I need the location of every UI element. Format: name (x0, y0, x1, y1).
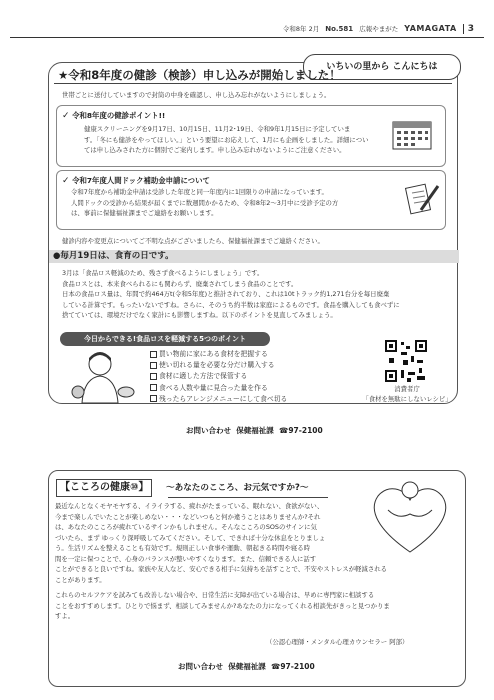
point-line: 健康スクリーニングを9月17日、10月15日、11月2･19日、令和9年1月15日に予定していま (84, 125, 351, 133)
kokoro-line: ことをおすすめします。ひとりで悩まず、相談してみませんか?あなたの力になってくれる相談先がきっと見つかりま (55, 601, 390, 610)
issue-date: 令和8年 2月 (282, 25, 320, 33)
point-item: 買い物前に家にある食材を把握する (150, 349, 330, 360)
kokoro-title: 【こころの健康⑩】 (56, 479, 152, 497)
foodloss-line: 日本の食品ロス量は、年間で約464万t(令和5年度)と推計されており、これは10tトラック約1,271台分を毎日廃棄 (62, 290, 390, 298)
dock-line: は、事前に保健福祉課までご連絡をお願いします。 (71, 209, 218, 217)
kenshin-title: ★令和8年度の健診（検診）申し込みが開始しました！ (58, 68, 341, 82)
kokoro-line: 間を一定に保つことで、心身のバランスが整いやすくなります。また、信頼できる人に話す (55, 554, 317, 563)
header-rule (10, 37, 484, 38)
check-icon: ✓ (62, 176, 70, 186)
qr-caption-title: 「食材を無駄にしないレシピ」 (362, 395, 452, 403)
dock-heading: 令和7年度人間ドック補助金申請について (72, 176, 210, 185)
dock-line: 令和7年度から補助金申請は受診した年度と同一年度内に1回限りの申請になっています。 (71, 188, 328, 196)
qr-caption-agency: 消費者庁 (394, 385, 420, 393)
kokoro-line: 最近なんとなくモヤモヤする、イライラする、疲れがたまっている、眠れない、食欲がない、 (55, 502, 324, 510)
point-item: 残ったらアレンジメニューにして食べ切る (150, 394, 330, 405)
subtitle-underline (168, 497, 328, 498)
qr-code (383, 338, 429, 384)
foodloss-title: ●毎月19日は、食育の日です。 (49, 250, 459, 263)
nutritionist-illustration (68, 348, 138, 406)
title-underline (54, 83, 452, 84)
kokoro-paragraph-1a (55, 501, 395, 585)
kokoro-line: ことがあります。 (55, 575, 106, 584)
foodloss-line: 捨てていては、環境だけでなく家計にも影響しますね。以下のポイントを見直してみましょう。 (62, 311, 337, 319)
point-text (84, 124, 384, 156)
point-line: す。「冬にも健診をやってほしい。」という要望にお応えして、1月にも企画をしました。詳細につい (84, 135, 369, 144)
point-item: 使い切れる量を必要な分だけ購入する (150, 360, 330, 371)
point-item: 食べる人数や量に見合った量を作る (150, 383, 330, 394)
kokoro-paragraph-2 (55, 590, 455, 622)
point-line: ては申し込みされた方に個別でご案内します。申し込み忘れがないようにご注意ください。 (84, 146, 346, 154)
kokoro-line: ことができると良いですね。家族や友人など、安心できる相手に気持ちを話すことで、不安やストレスが軽減される (55, 565, 387, 573)
kokoro-subtitle: ～あなたのこころ、お元気ですか?～ (166, 483, 309, 493)
document-pen-icon (405, 180, 441, 216)
page-header (10, 23, 488, 37)
points-pill: 今日からできる!食品ロスを軽減する5つのポイント (60, 332, 270, 346)
contact-tel: 97-2100 (288, 426, 323, 435)
dock-heading-row (62, 175, 210, 186)
kokoro-line: すよ。 (55, 612, 75, 620)
kokoro-author: （公認心理師・メンタル心理カウンセラー 阿部） (266, 638, 409, 646)
contact-org: 保健福祉課 (236, 426, 274, 435)
checkbox-icon (150, 373, 157, 380)
points-list (150, 349, 330, 405)
check-icon: ✓ (62, 111, 70, 121)
foodloss-line: 3月は「食品ロス軽減のため、残さず食べるようにしましょう」です。 (62, 269, 264, 277)
point-item: 食材に適した方法で保管する (150, 371, 330, 382)
issue-number: No.581 (325, 25, 354, 33)
magazine-prefix: 広報やまがた (359, 25, 399, 33)
section-tab-label: いちいの里から こんにちは (303, 54, 461, 80)
kokoro-line: う。生活リズムを整えることも有効です。規則正しい食事や運動、朝起きる時間や寝る時 (55, 544, 310, 552)
foodloss-contact (186, 425, 323, 436)
contact-tel: 97-2100 (280, 662, 315, 671)
kenshin-contact-note: 健診内容や変更点についてご不明な点がございましたら、保健福祉課までご連絡ください。 (62, 237, 324, 245)
calendar-icon (392, 118, 432, 150)
foodloss-line: している計算です。もったいないですね。さらに、そのうち約半数は家庭によるものです。食品を購入しても食べずに (62, 300, 400, 309)
checkbox-icon (150, 362, 157, 369)
foodloss-text (62, 268, 457, 321)
checkbox-icon (150, 384, 157, 391)
dock-text (71, 187, 411, 219)
kokoro-line: これらのセルフケアを試みても改善しない場合や、日常生活に支障が出ている場合は、早めに専門家に相談する (55, 591, 375, 599)
phone-icon: ☎ (270, 662, 281, 671)
checkbox-icon (150, 395, 157, 402)
checkbox-icon (150, 351, 157, 358)
contact-label: お問い合わせ (178, 662, 223, 671)
phone-icon: ☎ (278, 426, 289, 435)
contact-label: お問い合わせ (186, 426, 231, 435)
kokoro-line: は、あなたのこころが疲れているサインかもしれません。そんなこころのSOSのサインに気 (55, 523, 317, 531)
kokoro-line: づいたら、まず ゆっくり深呼吸してみてください。そして、できれば十分な休息をとりましょ (55, 533, 326, 542)
point-heading: 令和8年度の健診ポイント!! (72, 111, 166, 120)
kenshin-intro: 世帯ごとに送付していますので封筒の中身を確認し、申し込み忘れがないようにしましょう。 (62, 91, 331, 99)
magazine-title: YAMAGATA (404, 24, 457, 33)
dock-line: 人間ドックの受診から結果が届くまでに数週間かかるため、令和8年2～3月中に受診予定の方 (71, 198, 339, 207)
contact-org: 保健福祉課 (228, 662, 266, 671)
kokoro-contact (178, 661, 315, 672)
kokoro-line: 今まで楽しんでいたことが楽しめない・・・などいつもと何か違うことはありませんか?それ (55, 512, 321, 521)
qr-caption (360, 384, 454, 404)
point-heading-row (62, 110, 165, 121)
foodloss-line: 食品ロスとは、本来食べられるにも関わらず、廃棄されてしまう食品のことです。 (62, 279, 298, 288)
page-number: 3 (463, 24, 474, 34)
